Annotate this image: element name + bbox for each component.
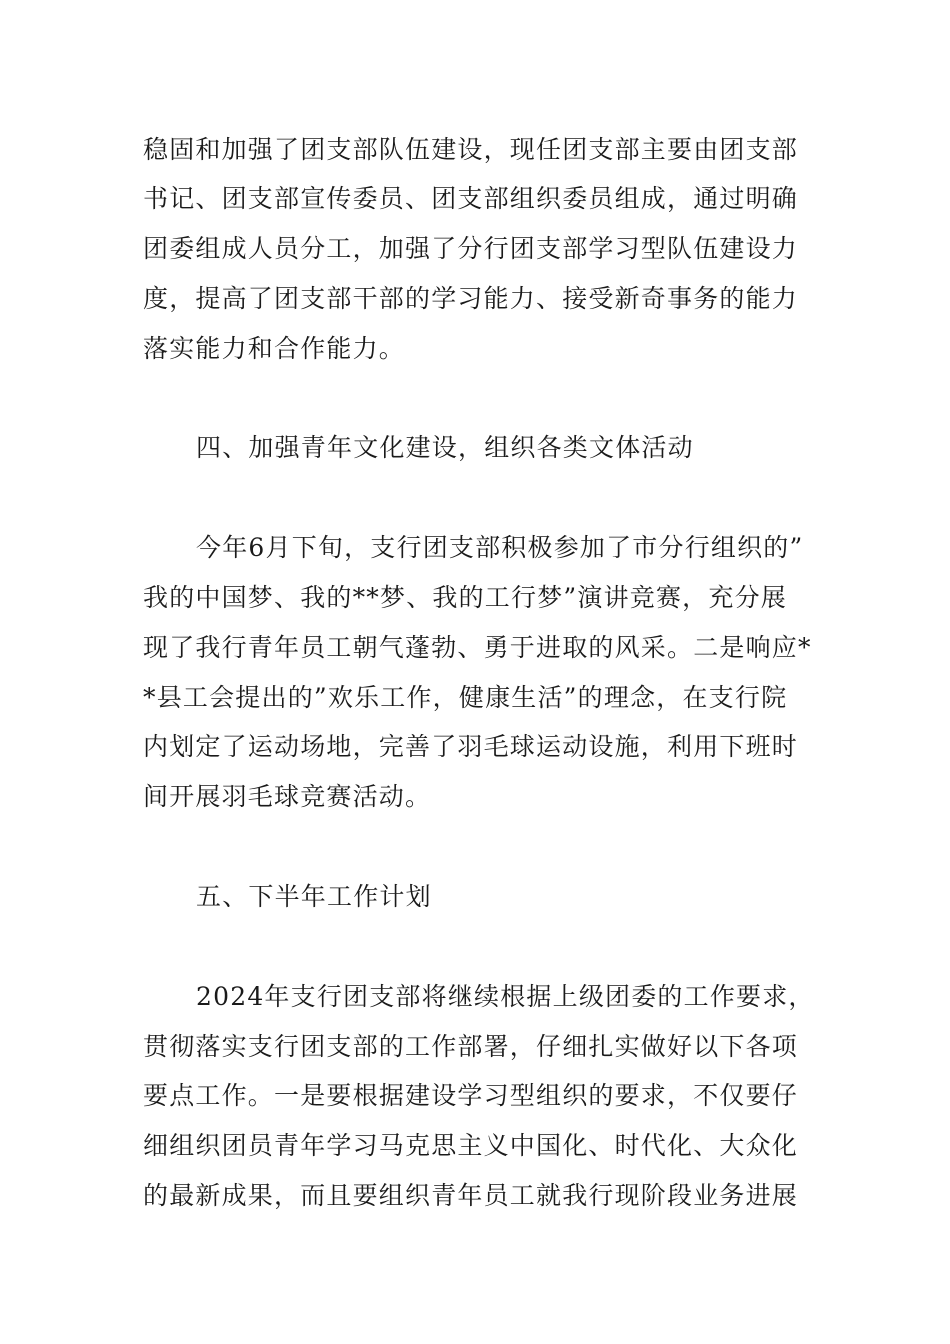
paragraph-line: 我的中国梦、我的**梦、我的工行梦”演讲竞赛，充分展 bbox=[143, 583, 787, 612]
paragraph-line: 间开展羽毛球竞赛活动。 bbox=[143, 782, 432, 811]
section-heading: 四、加强青年文化建设，组织各类文体活动 bbox=[196, 433, 694, 462]
paragraph-line: 内划定了运动场地，完善了羽毛球运动设施，利用下班时 bbox=[143, 732, 799, 761]
paragraph-line: 今年6月下旬，支行团支部积极参加了市分行组织的” bbox=[196, 533, 804, 562]
paragraph-line: *县工会提出的”欢乐工作，健康生活”的理念，在支行院 bbox=[143, 683, 788, 712]
paragraph-line: 书记、团支部宣传委员、团支部组织委员组成，通过明确 bbox=[143, 184, 799, 213]
paragraph-line: 稳固和加强了团支部队伍建设，现任团支部主要由团支部 bbox=[143, 135, 799, 164]
paragraph-line: 度，提高了团支部干部的学习能力、接受新奇事务的能力 bbox=[143, 284, 799, 313]
paragraph-line: 贯彻落实支行团支部的工作部署，仔细扎实做好以下各项 bbox=[143, 1032, 799, 1061]
paragraph-line: 落实能力和合作能力。 bbox=[143, 334, 406, 363]
paragraph-line: 现了我行青年员工朝气蓬勃、勇于进取的风采。二是响应* bbox=[143, 633, 812, 662]
paragraph-line: 2024年支行团支部将继续根据上级团委的工作要求， bbox=[196, 982, 815, 1011]
section-heading: 五、下半年工作计划 bbox=[196, 882, 432, 911]
paragraph-line: 要点工作。一是要根据建设学习型组织的要求，不仅要仔 bbox=[143, 1081, 799, 1110]
paragraph-line: 细组织团员青年学习马克思主义中国化、时代化、大众化 bbox=[143, 1131, 799, 1160]
paragraph-line: 团委组成人员分工，加强了分行团支部学习型队伍建设力 bbox=[143, 234, 799, 263]
paragraph-line: 的最新成果，而且要组织青年员工就我行现阶段业务进展 bbox=[143, 1181, 799, 1210]
